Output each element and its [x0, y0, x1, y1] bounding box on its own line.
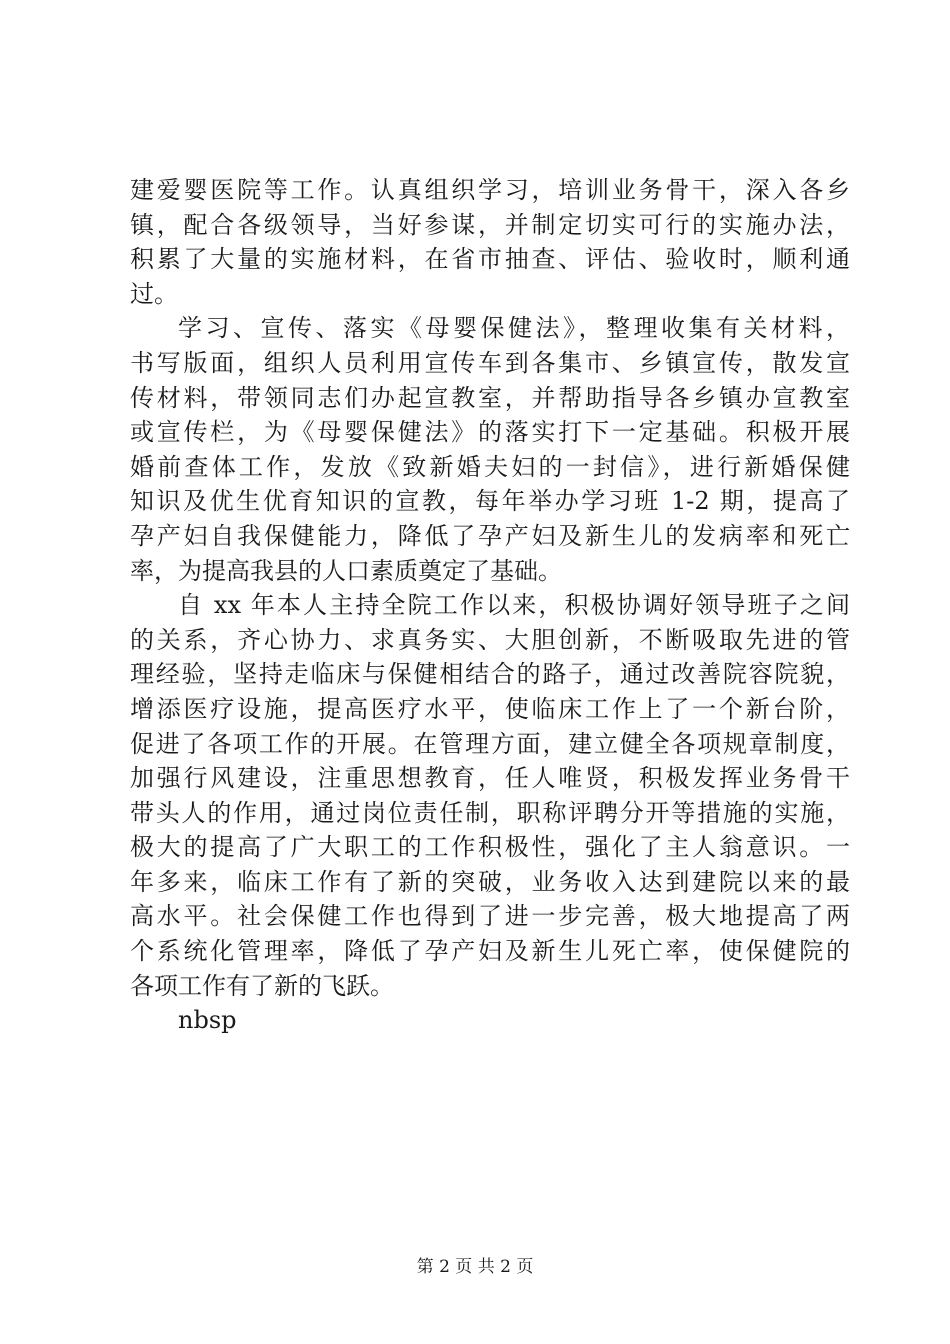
page-number-footer: 第 2 页 共 2 页 [416, 1257, 534, 1277]
text-line: 积累了大量的实施材料，在省市抽查、评估、验收时，顺利通 [130, 245, 850, 274]
text-line: 理经验，坚持走临床与保健相结合的路子，通过改善院容院貌， [130, 660, 850, 689]
text-line: 高水平。社会保健工作也得到了进一步完善，极大地提高了两 [130, 902, 850, 931]
text-line: 过。 [130, 279, 178, 308]
text-line: 传材料，带领同志们办起宣教室，并帮助指导各乡镇办宣教室 [130, 383, 850, 412]
text-line: 促进了各项工作的开展。在管理方面，建立健全各项规章制度， [130, 729, 850, 758]
text-line: 建爱婴医院等工作。认真组织学习，培训业务骨干，深入各乡 [130, 176, 850, 204]
text-line: 自 xx 年本人主持全院工作以来，积极协调好领导班子之间 [178, 591, 850, 620]
text-line: 婚前查体工作，发放《致新婚夫妇的一封信》，进行新婚保健 [130, 452, 850, 481]
text-line: nbsp [178, 1006, 237, 1035]
text-line: 各项工作有了新的飞跃。 [130, 971, 394, 1000]
text-line: 的关系，齐心协力、求真务实、大胆创新，不断吸取先进的管 [130, 625, 850, 654]
text-line: 镇，配合各级领导，当好参谋，并制定切实可行的实施办法， [130, 210, 850, 239]
text-line: 加强行风建设，注重思想教育，任人唯贤，积极发挥业务骨干 [130, 764, 850, 793]
document-body [130, 173, 850, 1038]
text-line: 个系统化管理率，降低了孕产妇及新生儿死亡率，使保健院的 [130, 937, 850, 966]
text-line: 增添医疗设施，提高医疗水平，使临床工作上了一个新台阶， [130, 694, 850, 723]
text-line: 孕产妇自我保健能力，降低了孕产妇及新生儿的发病率和死亡 [130, 521, 850, 550]
text-line: 年多来，临床工作有了新的突破，业务收入达到建院以来的最 [130, 867, 850, 896]
text-line: 或宣传栏，为《母婴保健法》的落实打下一定基础。积极开展 [130, 418, 850, 447]
text-line: 率，为提高我县的人口素质奠定了基础。 [130, 556, 562, 585]
text-line: 极大的提高了广大职工的工作积极性，强化了主人翁意识。一 [130, 833, 850, 862]
text-line: 书写版面，组织人员利用宣传车到各集市、乡镇宣传，散发宣 [130, 348, 850, 377]
text-line: 知识及优生优育知识的宣教，每年举办学习班 1-2 期，提高了 [130, 487, 850, 516]
text-line: 学习、宣传、落实《母婴保健法》，整理收集有关材料， [178, 314, 850, 343]
text-line: 带头人的作用，通过岗位责任制，职称评聘分开等措施的实施， [130, 798, 850, 827]
